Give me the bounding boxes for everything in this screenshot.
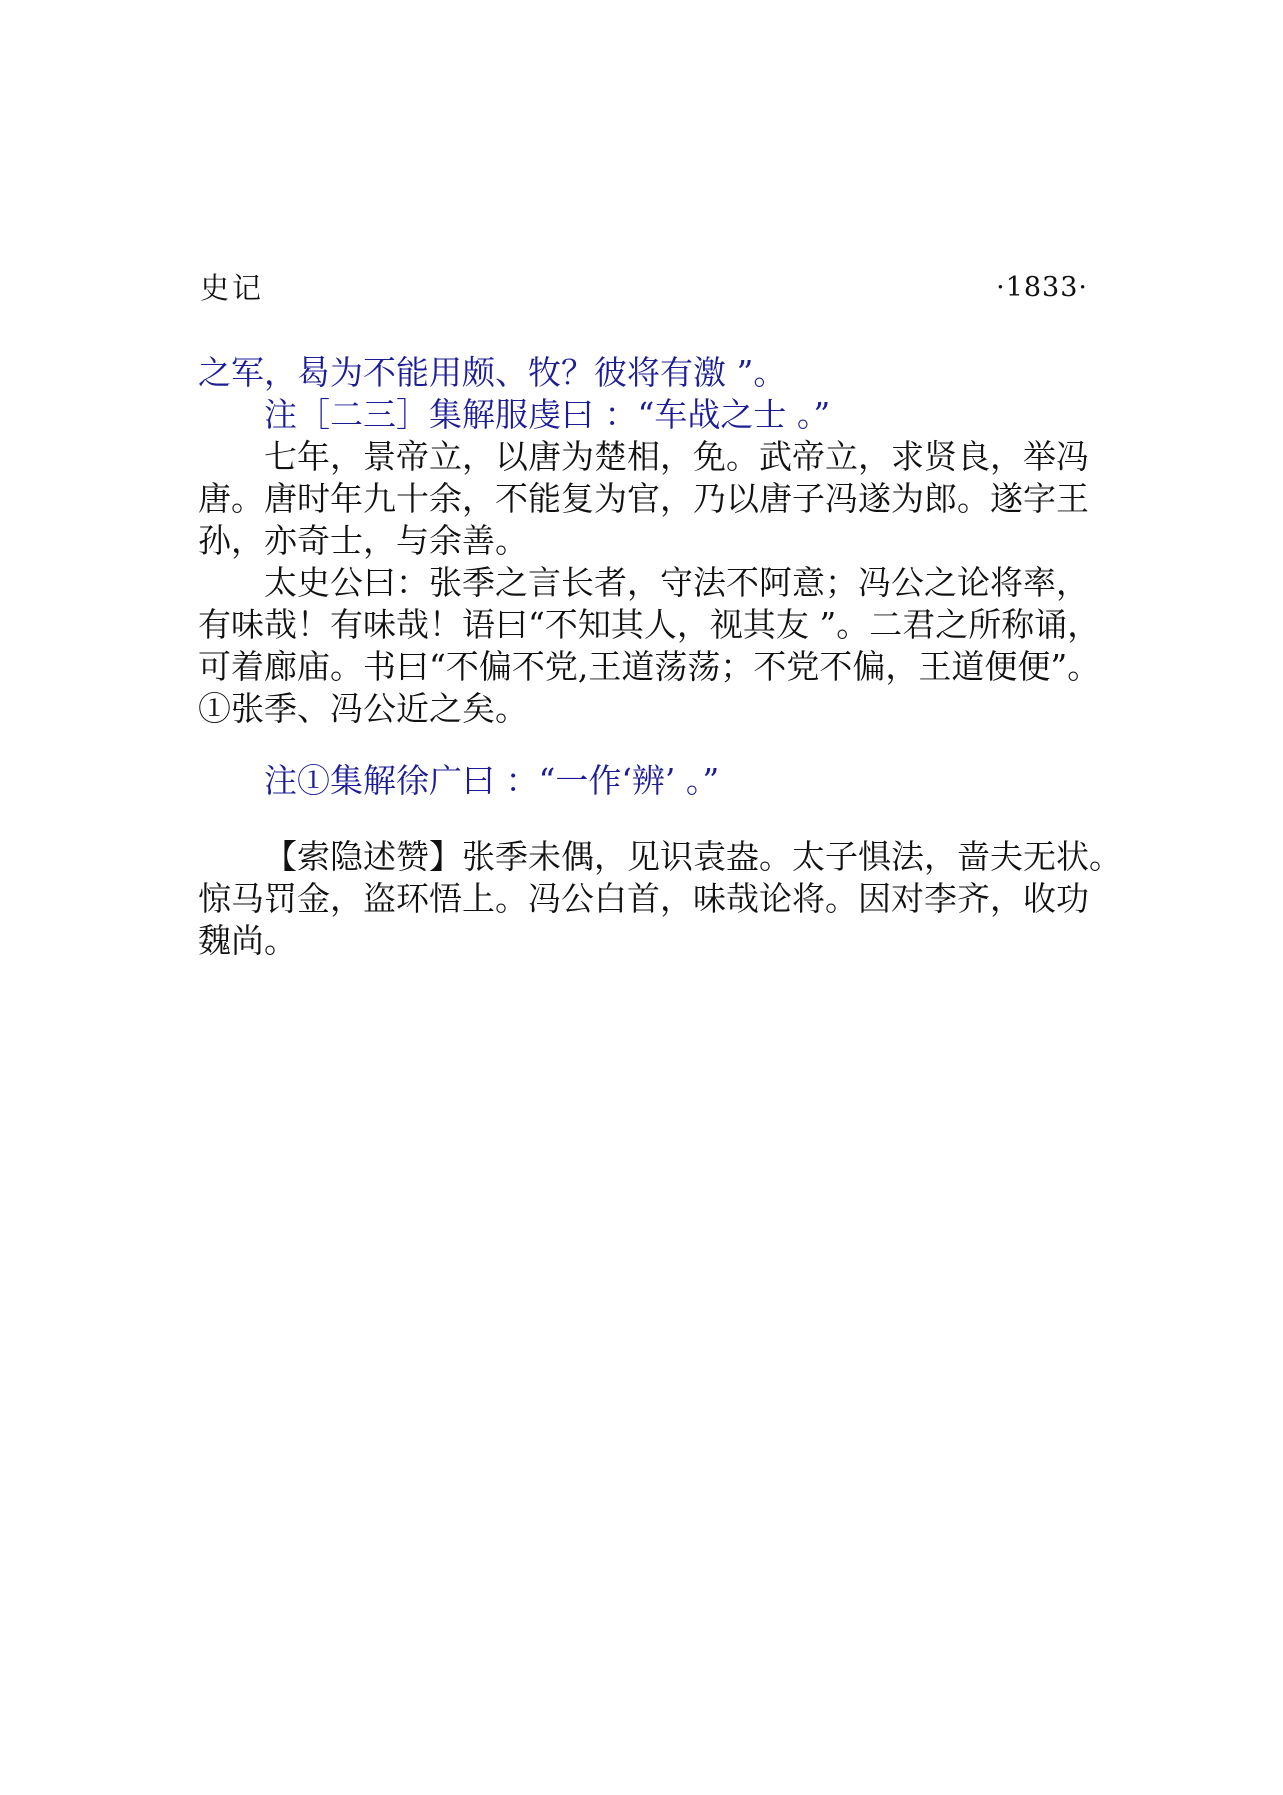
continued-annotation-line: 之军，曷为不能用颇、牧？彼将有激 ”。 [198,353,787,392]
paragraph-suoyin-line-3: 魏尚。 [198,921,297,960]
paragraph-qinian-line-1: 七年，景帝立，以唐为楚相，免。武帝立，求贤良，举冯 [264,437,1089,476]
note-23: 注［二三］集解服虔曰 ：“车战之士 。” [264,395,831,434]
note-1: 注①集解徐广曰 ：“一作‘辨’ 。” [264,761,720,800]
paragraph-taishigong-line-1: 太史公曰：张季之言长者，守法不阿意；冯公之论将率， [264,563,1089,602]
paragraph-taishigong-line-2: 有味哉！有味哉！语曰“不知其人，视其友 ”。二君之所称诵， [198,605,1101,644]
paragraph-qinian-line-3: 孙，亦奇士，与余善。 [198,521,528,560]
page-number: ·1833· [996,272,1088,303]
spacer [198,802,1110,836]
paragraph-suoyin-line-1: 【索隐述赞】张季未偶，见识袁盎。太子惧法，啬夫无状。 [264,837,1122,876]
paragraph-suoyin-line-2: 惊马罚金，盗环悟上。冯公白首，味哉论将。因对李齐，收功 [198,879,1089,918]
page-header [200,268,1088,308]
paragraph-qinian-line-2: 唐。唐时年九十余，不能复为官，乃以唐子冯遂为郎。遂字王 [198,479,1089,518]
book-title: 史记 [200,271,265,305]
paragraph-taishigong-line-3: 可着廊庙。书曰“不偏不党,王道荡荡；不党不偏，王道便便”。 [198,647,1101,686]
page-body [198,352,1122,962]
paragraph-taishigong-line-4: ①张季、冯公近之矣。 [198,689,528,728]
spacer [198,730,1110,760]
